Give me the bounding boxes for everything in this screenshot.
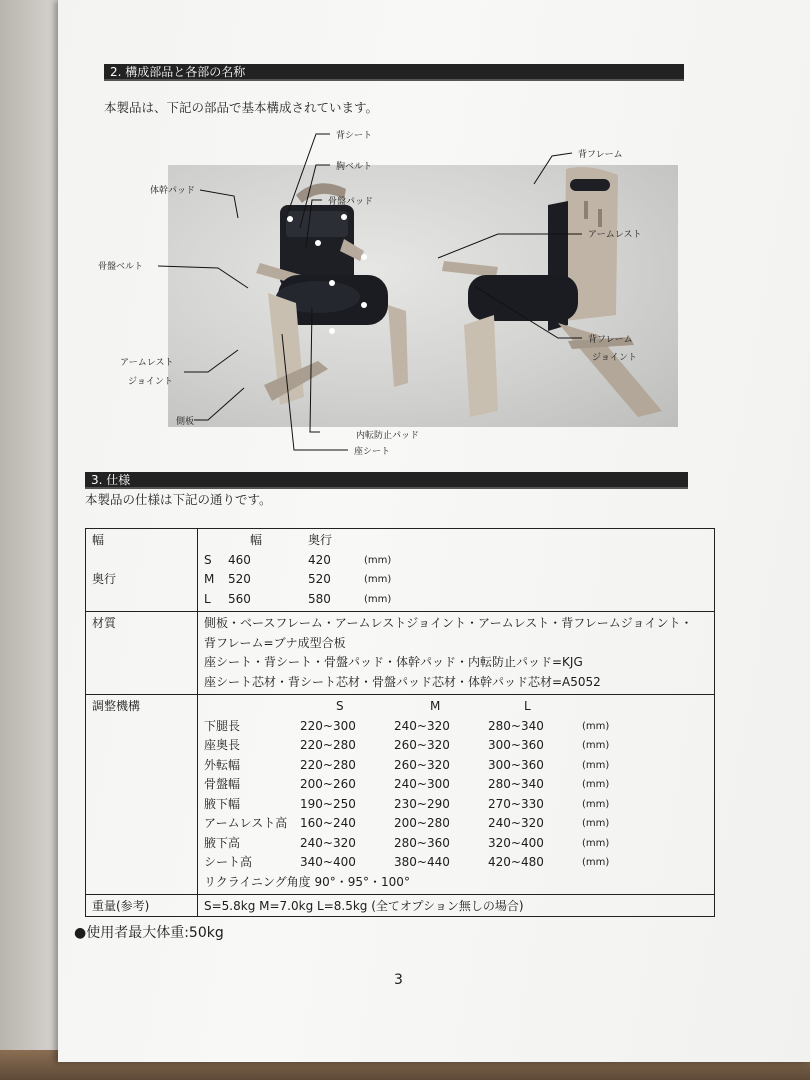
background-page-edge (0, 0, 58, 1050)
spec-row-size (86, 529, 715, 612)
section-3-intro: 本製品の仕様は下記の通りです。 (85, 492, 272, 507)
adjust-row: 外転幅 220~280 260~320 300~360 (mm) (204, 757, 610, 772)
chair-illustration (168, 165, 678, 427)
size-head-depth: 奥行 (308, 533, 333, 547)
size-row-s: S 460 420 (mm) (204, 552, 392, 567)
spec-row-weight (86, 895, 715, 917)
adjust-values-cell (198, 695, 715, 895)
material-line-2: 背フレーム=ブナ成型合板 (204, 635, 346, 650)
chair-photo (168, 165, 678, 427)
adjust-label: 調整機構 (86, 695, 198, 895)
section-2-header: 2. 構成部品と各部の名称 (104, 64, 684, 81)
material-line-3: 座シート・背シート・骨盤パッド・体幹パッド・内転防止パッド=KJG (204, 655, 583, 669)
weight-value: S=5.8kg M=7.0kg L=8.5kg (全てオプション無しの場合) (198, 895, 715, 917)
adjust-row: 骨盤幅 200~260 240~300 280~340 (mm) (204, 777, 610, 791)
adjust-row: アームレスト高 160~240 200~280 240~320 (mm) (204, 816, 610, 830)
size-label-width: 幅 (92, 533, 105, 547)
page-number: 3 (394, 972, 403, 988)
callout-armrest-joint-line2: ジョイント (128, 377, 173, 387)
spec-row-material (86, 612, 715, 695)
callout-armrest-joint-line1: アームレスト (120, 358, 174, 368)
section-3-header: 3. 仕様 (85, 472, 688, 489)
size-header-row (204, 531, 708, 551)
material-line-1: 側板・ベースフレーム・アームレストジョイント・アームレスト・背フレームジョイント・ (204, 616, 693, 630)
size-label-depth: 奥行 (92, 572, 117, 586)
manual-page (58, 0, 810, 1062)
spec-row-adjust (86, 695, 715, 895)
adjust-row: 腋下幅 190~250 230~290 270~330 (mm) (204, 796, 610, 811)
adjust-header-row: S M L (336, 699, 531, 713)
callout-back-frame: 背フレーム (578, 150, 623, 160)
callout-side-plate: 側板 (176, 417, 195, 427)
weight-label: 重量(参考) (86, 895, 198, 917)
section-2-intro: 本製品は、下記の部品で基本構成されています。 (104, 100, 379, 115)
size-row-m: M 520 520 (mm) (204, 572, 392, 586)
callout-inner-pad: 内転防止パッド (356, 431, 420, 441)
callout-seat-sheet: 座シート (354, 447, 391, 457)
adjust-row: 座奥長 220~280 260~320 300~360 (mm) (204, 738, 610, 752)
back-chair (442, 167, 662, 417)
size-row-l: L 560 580 (mm) (204, 591, 392, 606)
material-label: 材質 (86, 612, 198, 695)
adjust-row: 腋下高 240~320 280~360 320~400 (mm) (204, 835, 610, 850)
material-values-cell (198, 612, 715, 695)
callout-chest-belt: 胸ベルト (336, 162, 373, 172)
material-line-4: 座シート芯材・背シート芯材・骨盤パッド芯材・体幹パッド芯材=A5052 (204, 674, 601, 689)
callout-armrest: アームレスト (588, 230, 642, 240)
spec-table (85, 528, 715, 917)
max-user-weight: ●使用者最大体重:50kg (74, 925, 224, 941)
callout-back-seat: 背シート (336, 131, 373, 141)
callout-pelvic-pad: 骨盤パッド (328, 197, 374, 207)
front-chair (256, 183, 408, 405)
recline-angle: リクライニング角度 90°・95°・100° (204, 874, 410, 889)
callout-back-frame-joint-line2: ジョイント (592, 353, 637, 363)
size-label-cell (86, 529, 198, 612)
callout-trunk-pad: 体幹パッド (150, 186, 196, 196)
size-values-cell (198, 529, 715, 612)
callout-back-frame-joint-line1: 背フレーム (588, 335, 633, 345)
callout-pelvic-belt: 骨盤ベルト (98, 262, 144, 272)
adjust-row: 下腿長 220~300 240~320 280~340 (mm) (204, 718, 610, 733)
size-head-width: 幅 (250, 533, 263, 547)
adjust-row: シート高 340~400 380~440 420~480 (mm) (204, 855, 610, 869)
